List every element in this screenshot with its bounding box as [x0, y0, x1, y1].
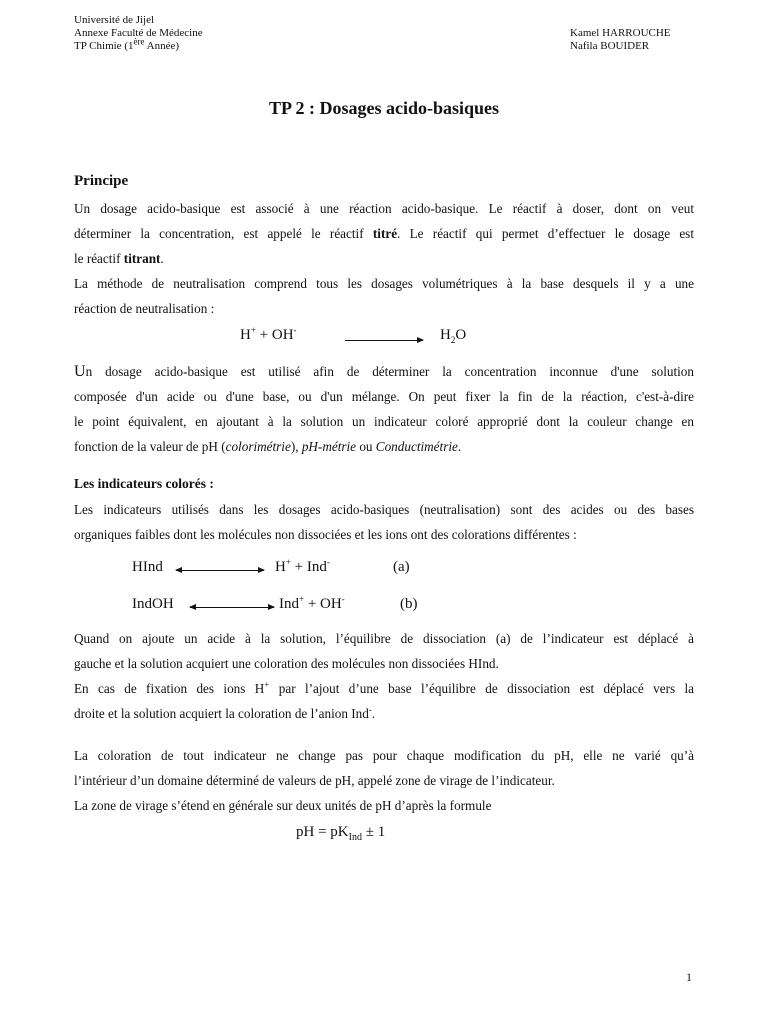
header-faculty: Annexe Faculté de Médecine: [74, 27, 203, 39]
text-line: Un dosage acido-basique est utilisé afin de déterminer la concentration inconnue d'une solution: [74, 363, 694, 380]
text-line: Un dosage acido-basique est associé à une réaction acido-basique. Le réactif à doser, dont on veut: [74, 201, 694, 216]
page-title: TP 2 : Dosages acido-basiques: [268, 98, 500, 118]
virage-formula: pH = $pK_{Ind} \pm 1$: [296, 824, 386, 843]
equation-b-right: Ind+ + OH-: [279, 594, 345, 612]
principe-paragraph-3: [74, 359, 694, 459]
text-line: Quand on ajoute un acide à la solution, l’équilibre de dissociation (a) de l’indicateur est déplacé à: [74, 631, 694, 646]
section-heading-indicateurs: Les indicateurs colorés :: [74, 476, 214, 491]
equation-a-label: (a): [393, 559, 410, 575]
text-line: droite et la solution acquiert la coloration de l’anion Ind-.: [74, 704, 376, 721]
header-left: [74, 14, 203, 53]
text-line: composée d'un acide ou d'une base, ou d'un mélange. On peut fixer la fin de la réaction, c'est-à-dire: [74, 389, 694, 404]
neutralisation-equation-right: $H_2O$: [440, 327, 467, 345]
header-right: [570, 27, 671, 53]
header-author-2: Nafila BOUIDER: [570, 40, 650, 52]
text-line: le réactif titrant.: [74, 251, 164, 266]
neutralisation-equation-left: H+ + OH-: [240, 325, 297, 343]
text-line: La coloration de tout indicateur ne change pas pour chaque modification du pH, elle ne varié qu’à: [74, 748, 694, 763]
text-line: Les indicateurs utilisés dans les dosages acido-basiques (neutralisation) sont des acides ou des bases: [74, 502, 694, 517]
text-line: l’intérieur d’un domaine déterminé de valeurs de pH, appelé zone de virage de l’indicateur.: [74, 773, 555, 788]
text-line: La méthode de neutralisation comprend tous les dosages volumétriques à la base desquels il y a une: [74, 276, 694, 291]
header-university: Université de Jijel: [74, 14, 155, 26]
text-line: organiques faibles dont les molécules non dissociées et les ions ont des colorations différentes :: [74, 527, 577, 542]
equilibrium-arrow-icon: [176, 570, 264, 571]
text-line: réaction de neutralisation :: [74, 301, 215, 316]
reaction-arrow-icon: [345, 340, 423, 341]
equation-a-right: H+ + Ind-: [275, 557, 330, 575]
indicateurs-paragraph-1: [74, 497, 694, 547]
principe-paragraph-1: [74, 196, 694, 321]
page-number: 1: [686, 970, 692, 984]
equation-b-label: (b): [400, 596, 418, 612]
equation-a-left: HInd: [132, 559, 163, 575]
section-heading-principe: Principe: [74, 173, 129, 189]
text-line: déterminer la concentration, est appelé le réactif titré. Le réactif qui permet d’effectuer le dosage est: [74, 226, 694, 241]
text-line: La zone de virage s’étend en générale sur deux unités de pH d’après la formule: [74, 798, 492, 813]
indicateurs-paragraph-3: [74, 743, 694, 818]
header-course: TP Chimie (1ère Année): [74, 36, 179, 52]
equilibrium-arrow-icon: [190, 607, 274, 608]
text-line: fonction de la valeur de pH (colorimétrie), pH-métrie ou Conductimétrie.: [74, 439, 462, 454]
text-line: En cas de fixation des ions H+ par l’ajout d’une base l’équilibre de dissociation est déplacé vers la: [74, 679, 694, 696]
equation-b-left: IndOH: [132, 596, 174, 612]
text-line: le point équivalent, en ajoutant à la solution un indicateur coloré approprié dont la couleur change en: [74, 414, 694, 429]
text-line: gauche et la solution acquiert une coloration des molécules non dissociées HInd.: [74, 656, 499, 671]
header-author-1: Kamel HARROUCHE: [570, 27, 671, 39]
indicateurs-paragraph-2: [74, 626, 694, 726]
